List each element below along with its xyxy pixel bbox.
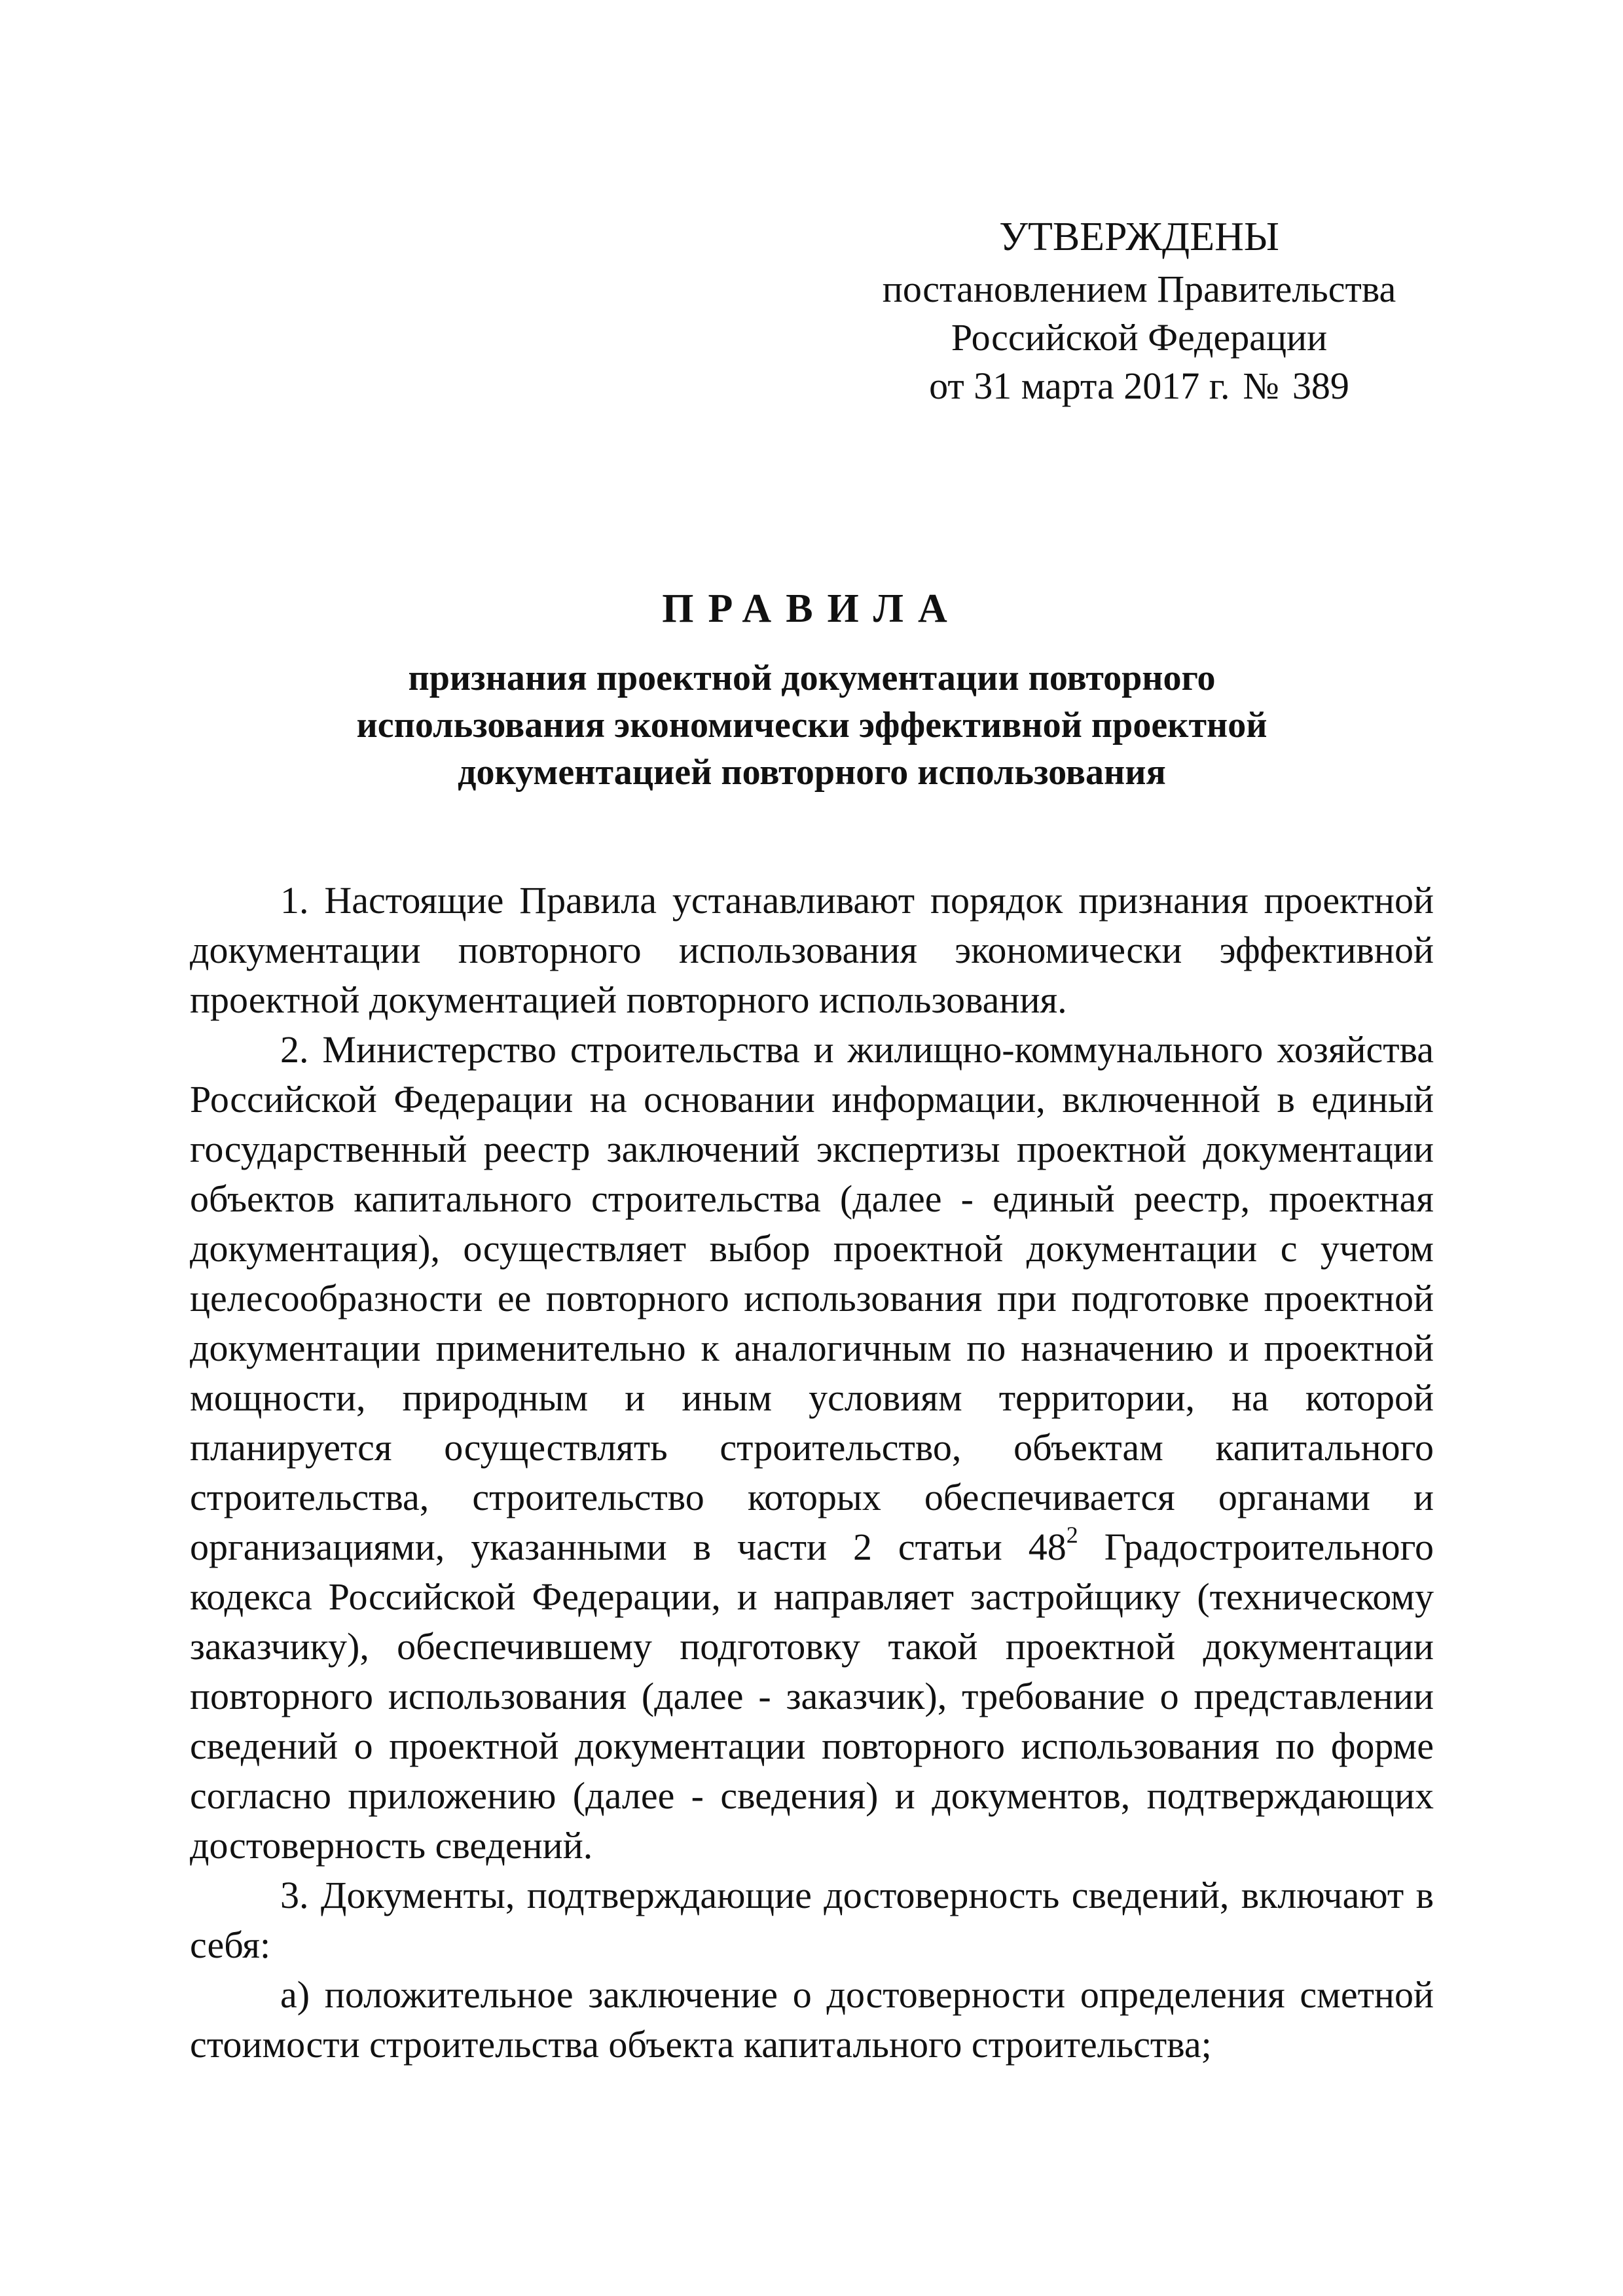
subtitle-line-2: использования экономически эффективной проектной xyxy=(356,705,1267,745)
document-title: ПРАВИЛА xyxy=(662,586,962,631)
approval-stamp: УТВЕРЖДЕНЫ xyxy=(999,215,1279,259)
paragraph-1: 1. Настоящие Правила устанавливают порядок признания проектной документации повторного использования экономически эффективной проектной документацией повторного использования. xyxy=(190,879,1434,1021)
paragraph-2-part-2: Градостроительного кодекса Российской Федерации, и направляет застройщику (техническому заказчику), обеспечившему подготовку такой проектной документации повторного использования (далее - заказчик), требование о представлении сведений о проектной документации повторного использования по форме согласно приложению (далее - сведения) и документов, подтверждающих достоверность сведений. xyxy=(190,1526,1434,1867)
approval-number-sign: № xyxy=(1243,365,1279,407)
approval-block xyxy=(845,213,1434,410)
approval-date: от 31 марта 2017 г. xyxy=(929,365,1230,407)
paragraph-2 xyxy=(190,1025,1434,1871)
subtitle-line-1: признания проектной документации повторного xyxy=(408,658,1216,698)
subtitle-line-3: документацией повторного использования xyxy=(458,752,1166,793)
approval-line-1: постановлением Правительства xyxy=(882,268,1396,310)
approval-line-3 xyxy=(845,362,1434,410)
paragraph-2-part-1: 2. Министерство строительства и жилищно-коммунального хозяйства Российской Федерации на основании информации, включенной в единый государственный реестр заключений экспертизы проектной документации объектов капитального строительства (далее - единый реестр, проектная документация), осуществляет выбор проектной документации с учетом целесообразности ее повторного использования при подготовке проектной документации применительно к аналогичным по назначению и проектной мощности, природным и иным условиям территории, на которой планируется осуществлять строительство, объектам капитального строительства, строительство которых обеспечивается органами и организациями, указанными в части 2 статьи 48 xyxy=(190,1028,1434,1568)
document-subtitle xyxy=(249,655,1375,796)
approval-line-2: Российской Федерации xyxy=(951,316,1328,359)
paragraph-3a: а) положительное заключение о достоверности определения сметной стоимости строительства объекта капитального строительства; xyxy=(190,1973,1434,2066)
paragraph-2-superscript: 2 xyxy=(1066,1522,1078,1548)
document-body xyxy=(190,876,1434,2070)
approval-number: 389 xyxy=(1292,365,1349,407)
paragraph-3: 3. Документы, подтверждающие достоверность сведений, включают в себя: xyxy=(190,1874,1434,1966)
